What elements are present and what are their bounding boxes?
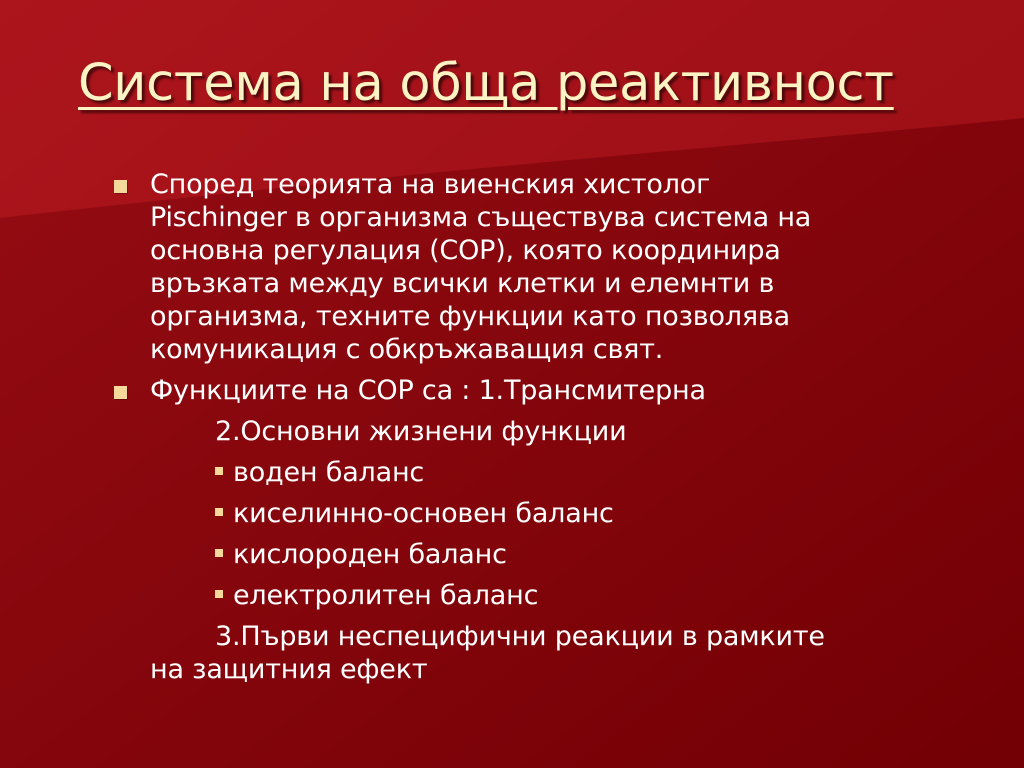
sub-item-text: кислороден баланс (233, 539, 507, 570)
bullet-1-line-4: връзката между всички клетки и елемнти в (150, 268, 775, 299)
slide-title: Система на обща реактивност (78, 54, 894, 113)
bullet-1-line-2: Pischinger в организма съществува система на (150, 202, 812, 233)
bullet-1-line-6: комуникация с обкръжаващия свят. (150, 334, 664, 365)
small-square-bullet-icon (215, 508, 223, 516)
sub-item (215, 456, 424, 489)
square-bullet-icon (114, 180, 127, 193)
sub-item-text: киселинно-основен баланс (233, 498, 614, 529)
bullet-1-line-3: основна регулация (СОР), която координира (150, 235, 781, 266)
bullet-2-item-3-line-2: на защитния ефект (150, 654, 428, 685)
bullet-2-item-3-line-1: 3.Първи неспецифични реакции в рамките (215, 621, 825, 652)
small-square-bullet-icon (215, 590, 223, 598)
small-square-bullet-icon (215, 549, 223, 557)
sub-item-text: воден баланс (233, 457, 425, 488)
sub-item-text: електролитен баланс (233, 580, 539, 611)
bullet-2-item-2: 2.Основни жизнени функции (215, 416, 627, 447)
square-bullet-icon (114, 386, 127, 399)
bullet-1-line-1: Според теорията на виенския хистолог (150, 169, 711, 200)
small-square-bullet-icon (215, 467, 223, 475)
bullet-2-line: Функциите на СОР са : 1.Трансмитерна (150, 375, 706, 406)
sub-item (215, 579, 538, 612)
sub-item (215, 497, 614, 530)
bullet-1-line-5: организма, техните функции като позволява (150, 301, 790, 332)
sub-item (215, 538, 507, 571)
